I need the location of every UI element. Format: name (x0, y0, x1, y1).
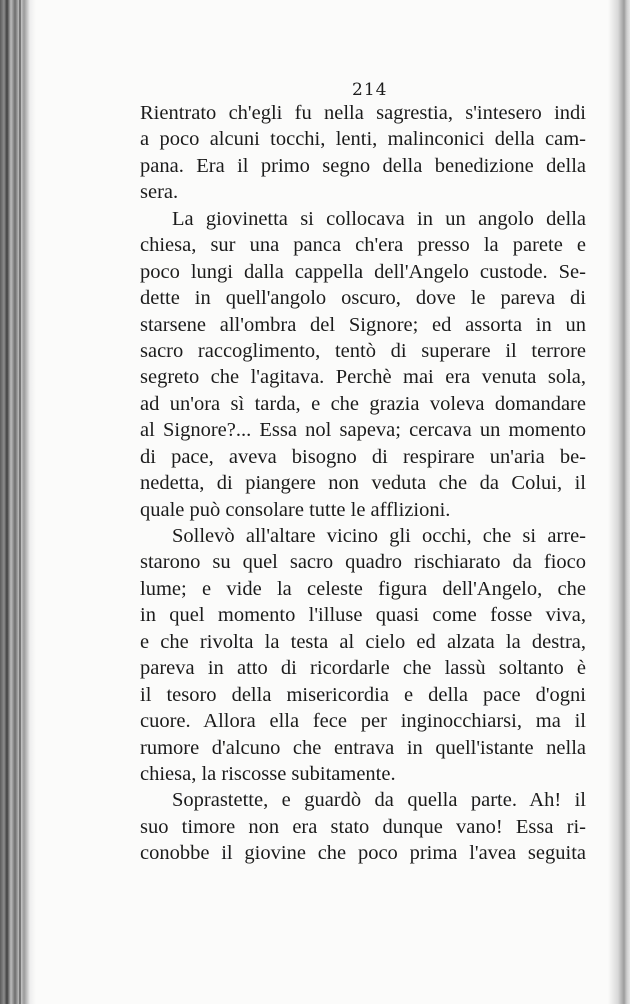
text-line: pana. Era il primo segno della benedizione della (140, 154, 586, 177)
text-line: chiesa, sur una panca ch'era presso la parete e (140, 234, 586, 257)
text-line: il tesoro della misericordia e della pace d'ogni (140, 683, 586, 706)
text-line: segreto che l'agitava. Perchè mai era venuta sola, (140, 366, 586, 389)
text-line: pareva in atto di ricordarle che lassù soltanto è (140, 657, 586, 680)
text-line: sera. (140, 181, 179, 204)
text-line: starono su quel sacro quadro rischiarato da fioco (140, 551, 586, 574)
text-line: suo timore non era stato dunque vano! Essa ri- (140, 815, 586, 838)
binding-line (19, 0, 21, 1004)
text-line: conobbe il giovine che poco prima l'avea seguita (140, 842, 586, 865)
text-line: nedetta, di piangere non veduta che da Colui, il (140, 472, 586, 495)
text-line: dette in quell'angolo oscuro, dove le pareva di (140, 287, 586, 310)
text-line: cuore. Allora ella fece per inginocchiarsi, ma il (140, 710, 586, 733)
text-line: Soprastette, e guardò da quella parte. Ah! il (172, 789, 586, 812)
text-line: lume; e vide la celeste figura dell'Angelo, che (140, 577, 586, 600)
text-line: al Signore?... Essa nol sapeva; cercava un momento (140, 419, 586, 442)
text-line: Rientrato ch'egli fu nella sagrestia, s'intesero indi (140, 102, 586, 124)
text-line: e che rivolta la testa al cielo ed alzata la destra, (140, 630, 586, 653)
text-line: quale può consolare tutte le afflizioni. (140, 498, 451, 521)
page-number: 214 (352, 80, 388, 100)
text-line: di pace, aveva bisogno di respirare un'aria be- (140, 445, 586, 468)
text-line: La giovinetta si collocava in un angolo della (172, 207, 586, 230)
text-line: ad un'ora sì tarda, e che grazia voleva domandare (140, 392, 586, 415)
body-text (140, 100, 586, 867)
page-edge (608, 0, 630, 1004)
text-line: sacro raccoglimento, tentò di superare il terrore (140, 339, 586, 362)
text-line: poco lungi dalla cappella dell'Angelo custode. Se- (140, 260, 586, 283)
text-line: a poco alcuni tocchi, lenti, malinconici della cam- (140, 128, 586, 151)
text-line: rumore d'alcuno che entrava in quell'istante nella (140, 736, 586, 759)
text-line: starsene all'ombra del Signore; ed assorta in un (140, 313, 586, 336)
text-line: Sollevò all'altare vicino gli occhi, che si arre- (172, 525, 586, 547)
text-line: chiesa, la riscosse subitamente. (140, 762, 396, 785)
book-binding (0, 0, 36, 1004)
text-line: in quel momento l'illuse quasi come fosse viva, (140, 604, 586, 627)
